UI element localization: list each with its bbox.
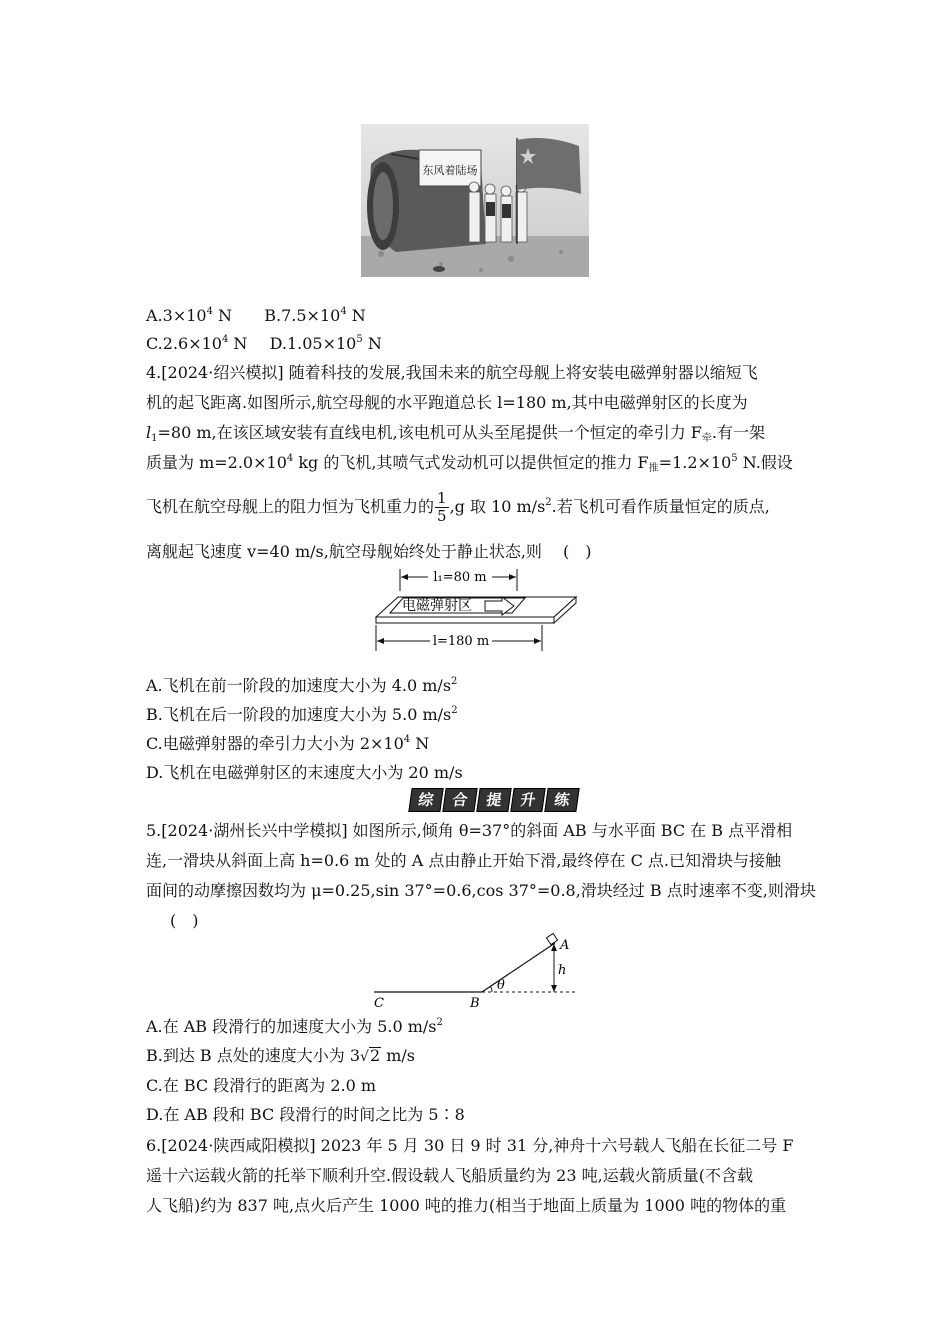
fraction-one-fifth: $\frac{1}{5}$ bbox=[437, 489, 447, 525]
q6-stem-line-1: 6.[2024·陕西咸阳模拟] 2023 年 5 月 30 日 9 时 31 分,神舟十六号载人飞船在长征二号 F bbox=[146, 1136, 794, 1155]
q3-option-c[interactable]: $C.2.6\times 10^4$ N bbox=[146, 334, 248, 353]
point-a-label: A bbox=[560, 938, 570, 953]
q4-stem-line-1: 4.[2024·绍兴模拟] 随着科技的发展,我国未来的航空母舰上将安装电磁弹射器以缩短飞 bbox=[146, 363, 758, 382]
banner-char: 升 bbox=[510, 788, 545, 812]
q6-stem-line-3: 人飞船)约为 837 吨,点火后产生 1000 吨的推力(相当于地面上质量为 1000 吨的物体的重 bbox=[146, 1196, 787, 1215]
q4-option-a[interactable]: A.飞机在前一阶段的加速度大小为 4.0 $m/s^2$ bbox=[146, 676, 458, 695]
banner-char: 提 bbox=[476, 788, 511, 812]
q5-answer-bracket: ( ) bbox=[170, 911, 199, 930]
point-b-label: B bbox=[470, 996, 480, 1011]
sqrt-radicand: 2 bbox=[369, 1046, 381, 1065]
runway-l1-label: l₁=80 m bbox=[433, 570, 487, 585]
q5-option-d[interactable]: D.在 AB 段和 BC 段滑行的时间之比为 5∶8 bbox=[146, 1105, 465, 1124]
q4-option-d[interactable]: D.飞机在电磁弹射区的末速度大小为 20 m/s bbox=[146, 763, 463, 782]
q4-option-b[interactable]: B.飞机在后一阶段的加速度大小为 5.0 $m/s^2$ bbox=[146, 705, 458, 724]
q3-options-row-2 bbox=[146, 333, 382, 355]
angle-theta-label: θ bbox=[497, 978, 505, 993]
point-c-label: C bbox=[374, 996, 384, 1011]
q4-stem-line-2: 机的起飞距离.如图所示,航空母舰的水平跑道总长 l=180 m,其中电磁弹射区的长度为 bbox=[146, 393, 748, 412]
runway-l-label: l=180 m bbox=[432, 634, 490, 649]
q4-stem-line-4: 质量为 $m=2.0\times 10^4$ kg 的飞机,其喷气式发动机可以提供恒定的推力 $F_推=1.2\times 10^5$ N.假设 bbox=[146, 453, 793, 474]
q5-stem-line-1: 5.[2024·湖州长兴中学模拟] 如图所示,倾角 θ=37°的斜面 AB 与水平面 BC 在 B 点平滑相 bbox=[146, 821, 793, 840]
landing-site-photo bbox=[361, 124, 589, 277]
q4-option-c[interactable]: C.电磁弹射器的牵引力大小为 $2\times 10^4$ N bbox=[146, 734, 430, 753]
q5-option-b[interactable]: B.到达 B 点处的速度大小为 3√2 m/s bbox=[146, 1046, 416, 1065]
photo-sign-text: 东风着陆场 bbox=[422, 164, 478, 177]
carrier-runway-diagram bbox=[370, 565, 580, 655]
q4-stem-line-6: 离舰起飞速度 v=40 m/s,航空母舰始终处于静止状态,则 ( ) bbox=[146, 542, 592, 561]
q3-option-b[interactable]: $B.7.5\times 10^4$ N bbox=[264, 306, 366, 325]
incline-diagram bbox=[370, 932, 580, 1012]
banner-char: 合 bbox=[442, 788, 477, 812]
height-h-label: h bbox=[558, 963, 567, 978]
banner-char: 综 bbox=[408, 788, 443, 812]
q3-option-a[interactable]: $A.3\times 10^4$ N bbox=[146, 306, 233, 325]
launch-zone-label: 电磁弹射区 bbox=[402, 598, 472, 614]
q4-stem-line-5: 飞机在航空母舰上的阻力恒为飞机重力的 $\frac{1}{5}$ ,g 取 10 $m/s^2$.若飞机可看作质量恒定的质点, bbox=[146, 489, 770, 525]
section-banner bbox=[410, 788, 578, 812]
q3-option-d[interactable]: $D.1.05\times 10^5$ N bbox=[269, 334, 382, 353]
q6-stem-line-2: 遥十六运载火箭的托举下顺利升空.假设载人飞船质量约为 23 吨,运载火箭质量(不含载 bbox=[146, 1166, 753, 1185]
q3-options-row-1 bbox=[146, 305, 366, 327]
q4-stem-line-3: $l_1=80$ m,在该区域安装有直线电机,该电机可从头至尾提供一个恒定的牵引力 $F_牵$.有一架 bbox=[146, 423, 765, 444]
q5-stem-line-2: 连,一滑块从斜面上高 h=0.6 m 处的 A 点由静止开始下滑,最终停在 C 点.已知滑块与接触 bbox=[146, 851, 781, 870]
q5-option-a[interactable]: A.在 AB 段滑行的加速度大小为 5.0 $m/s^2$ bbox=[146, 1017, 443, 1036]
q5-option-c[interactable]: C.在 BC 段滑行的距离为 2.0 m bbox=[146, 1076, 377, 1095]
q5-stem-line-3: 面间的动摩擦因数均为 μ=0.25,sin 37°=0.6,cos 37°=0.8,滑块经过 B 点时速率不变,则滑块 bbox=[146, 881, 816, 900]
banner-char: 练 bbox=[544, 788, 579, 812]
